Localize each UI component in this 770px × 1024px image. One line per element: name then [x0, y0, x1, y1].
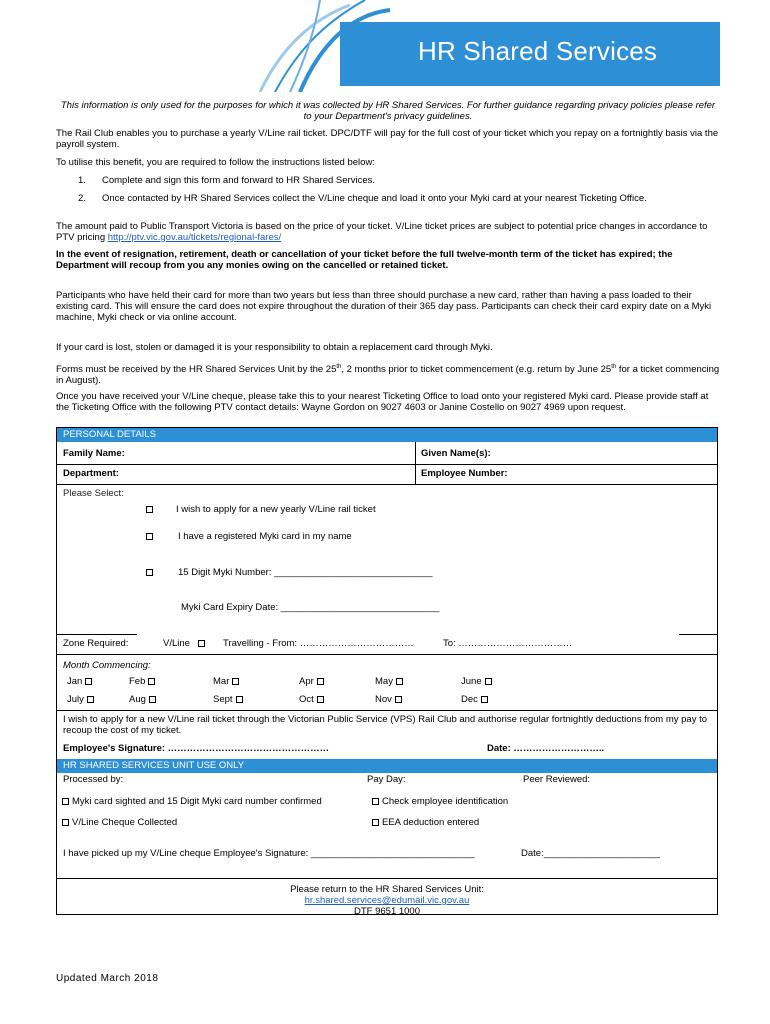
month-option-july[interactable]: [67, 694, 97, 705]
month-label: Mar: [213, 676, 230, 687]
month-commencing-label: Month Commencing:: [63, 660, 151, 671]
department-label: Department:: [63, 468, 119, 479]
checkbox[interactable]: [198, 640, 205, 647]
instructions-lead: To utilise this benefit, you are required to follow the instructions listed below:: [56, 157, 375, 168]
return-instructions: Please return to the HR Shared Services Unit:: [290, 884, 484, 895]
myki-expiry-field[interactable]: Myki Card Expiry Date: ______________________________: [181, 602, 440, 613]
month-label: July: [67, 694, 84, 705]
option-new-ticket[interactable]: [143, 504, 376, 515]
given-names-label: Given Name(s):: [421, 448, 491, 459]
pickup-signature-field[interactable]: I have picked up my V/Line cheque Employee's Signature: _______________________________: [63, 848, 475, 859]
checkbox[interactable]: [232, 678, 239, 685]
once-received-paragraph: Once you have received your V/Line cheque, please take this to your nearest Ticketing Office to load onto your registered Myki card. Please provide staff at the Ticketing Office with the following PTV contact details: Wayne Gordon on 9027 4603 or Janine Costello on 9027 4969 upon request.: [56, 391, 709, 413]
month-label: Aug: [129, 694, 146, 705]
step-text: Once contacted by HR Shared Services collect the V/Line cheque and load it onto your Myki card at your nearest Ticketing Office.: [102, 193, 647, 204]
option-label: 15 Digit Myki Number: ______________________________: [178, 567, 433, 578]
option-myki-number[interactable]: [143, 567, 433, 578]
month-label: Feb: [129, 676, 146, 687]
check-eea-deduction[interactable]: [369, 817, 479, 828]
recoup-warning: In the event of resignation, retirement, death or cancellation of your ticket before the full twelve-month term of the ticket has expired; the Department will recoup from you any monies owing on the cancelled or retained ticket.: [56, 249, 673, 271]
month-option-may[interactable]: [375, 676, 406, 687]
month-option-june[interactable]: [461, 676, 495, 687]
forms-received-sup2: th: [611, 364, 617, 370]
month-option-nov[interactable]: [375, 694, 405, 705]
amount-paragraph: [56, 221, 720, 243]
checkbox[interactable]: [146, 569, 153, 576]
month-label: Sept: [213, 694, 233, 705]
zone-required-label: Zone Required:: [63, 638, 129, 649]
lost-card-paragraph: If your card is lost, stolen or damaged it is your responsibility to obtain a replacement card through Myki.: [56, 342, 493, 353]
checkbox[interactable]: [62, 819, 69, 826]
header-title: HR Shared Services: [418, 36, 658, 66]
vline-option[interactable]: [163, 638, 208, 649]
amount-text: The amount paid to Public Transport Victoria is based on the price of your ticket. V/Line ticket prices are subject to potential price changes in accordance to PTV pricing: [56, 221, 708, 243]
option-registered-myki[interactable]: [143, 531, 352, 542]
checkbox[interactable]: [317, 696, 324, 703]
checkbox[interactable]: [481, 696, 488, 703]
forms-received-a: Forms must be received by the HR Shared Services Unit by the 25: [56, 364, 337, 376]
header: [0, 0, 770, 92]
return-email-link[interactable]: hr.shared.services@edumail.vic.gov.au: [304, 895, 470, 906]
month-option-dec[interactable]: [461, 694, 491, 705]
checkbox[interactable]: [396, 678, 403, 685]
ptv-pricing-link[interactable]: http://ptv.vic.gov.au/tickets/regional-fares/: [107, 232, 282, 243]
please-select-label: Please Select:: [63, 488, 124, 499]
pickup-date-field[interactable]: Date:______________________: [521, 848, 660, 859]
return-email: [57, 895, 717, 906]
footer-updated: Updated March 2018: [56, 973, 159, 984]
checkbox[interactable]: [62, 798, 69, 805]
personal-details-heading: PERSONAL DETAILS: [57, 428, 717, 442]
checkbox[interactable]: [149, 696, 156, 703]
return-dtf: DTF 9651 1000: [353, 906, 420, 917]
check-employee-id[interactable]: [369, 796, 508, 807]
forms-received-paragraph: [56, 362, 720, 386]
check-myki-sighted[interactable]: [59, 796, 322, 807]
travelling-to-field[interactable]: To: ………………………………: [443, 638, 573, 649]
checkbox[interactable]: [372, 798, 379, 805]
vline-label: V/Line: [163, 638, 190, 649]
checkbox[interactable]: [87, 696, 94, 703]
step-number: 1.: [78, 175, 86, 186]
forms-received-b: , 2 months prior to ticket commencement (e.g. return by June 25: [341, 364, 612, 376]
application-form: [56, 427, 718, 915]
month-label: Jan: [67, 676, 83, 687]
month-option-jan[interactable]: [67, 676, 95, 687]
peer-reviewed-label: Peer Reviewed:: [523, 774, 591, 785]
processed-by-label: Processed by:: [63, 774, 124, 785]
checkbox[interactable]: [485, 678, 492, 685]
month-label: Nov: [375, 694, 392, 705]
step-number: 2.: [78, 193, 86, 204]
check-label: Myki card sighted and 15 Digit Myki card number confirmed: [72, 796, 322, 807]
forms-received-c: for a ticket commencing in August).: [56, 364, 720, 387]
travelling-from-field[interactable]: Travelling - From: ………………………………: [223, 638, 414, 649]
pay-day-label: Pay Day:: [367, 774, 406, 785]
family-name-label: Family Name:: [63, 448, 125, 459]
checkbox[interactable]: [317, 678, 324, 685]
option-label: I wish to apply for a new yearly V/Line rail ticket: [176, 504, 376, 515]
unit-use-heading: HR SHARED SERVICES UNIT USE ONLY: [57, 759, 717, 773]
option-label: I have a registered Myki card in my name: [178, 531, 352, 542]
employee-signature-field[interactable]: Employee's Signature: ……………………………………………: [63, 743, 330, 754]
checkbox[interactable]: [395, 696, 402, 703]
checkbox[interactable]: [372, 819, 379, 826]
month-option-mar[interactable]: [213, 676, 242, 687]
month-option-sept[interactable]: [213, 694, 246, 705]
intro-paragraph: The Rail Club enables you to purchase a yearly V/Line rail ticket. DPC/DTF will pay for the full cost of your ticket which you repay on a fortnightly basis via the payroll system.: [56, 128, 719, 150]
checkbox[interactable]: [146, 533, 153, 540]
check-label: EEA deduction entered: [382, 817, 480, 828]
check-label: V/Line Cheque Collected: [72, 817, 178, 828]
month-option-aug[interactable]: [129, 694, 159, 705]
participants-paragraph: Participants who have held their card for more than two years but less than three should purchase a new card, rather than having a pass loaded to their existing card. This will ensure the card does not expire throughout the duration of their 365 day pass. Participants can check their card expiry date on a Myki machine, Myki check or via online account.: [56, 290, 712, 323]
checkbox[interactable]: [85, 678, 92, 685]
declaration-text: I wish to apply for a new V/Line rail ticket through the Victorian Public Service (VPS) Rail Club and authorise regular fortnightly deductions from my pay to recoup the cost of my ticket.: [63, 714, 708, 736]
forms-received-sup1: th: [336, 364, 342, 370]
check-cheque-collected[interactable]: [59, 817, 177, 828]
month-option-apr[interactable]: [299, 676, 327, 687]
month-option-oct[interactable]: [299, 694, 327, 705]
month-label: Dec: [461, 694, 478, 705]
month-label: May: [375, 676, 393, 687]
employee-number-label: Employee Number:: [421, 468, 508, 479]
month-label: Apr: [299, 676, 314, 687]
month-label: Oct: [299, 694, 314, 705]
month-label: June: [461, 676, 482, 687]
check-label: Check employee identification: [382, 796, 509, 807]
checkbox[interactable]: [148, 678, 155, 685]
signature-date-field[interactable]: Date: ………………………..: [487, 743, 605, 754]
privacy-note: This information is only used for the purposes for which it was collected by HR Shared Services. For further guidance regarding privacy policies please refer to your Department's privacy guidelines.: [60, 100, 716, 122]
month-option-feb[interactable]: [129, 676, 158, 687]
step-text: Complete and sign this form and forward to HR Shared Services.: [102, 175, 375, 186]
checkbox[interactable]: [146, 506, 153, 513]
checkbox[interactable]: [236, 696, 243, 703]
